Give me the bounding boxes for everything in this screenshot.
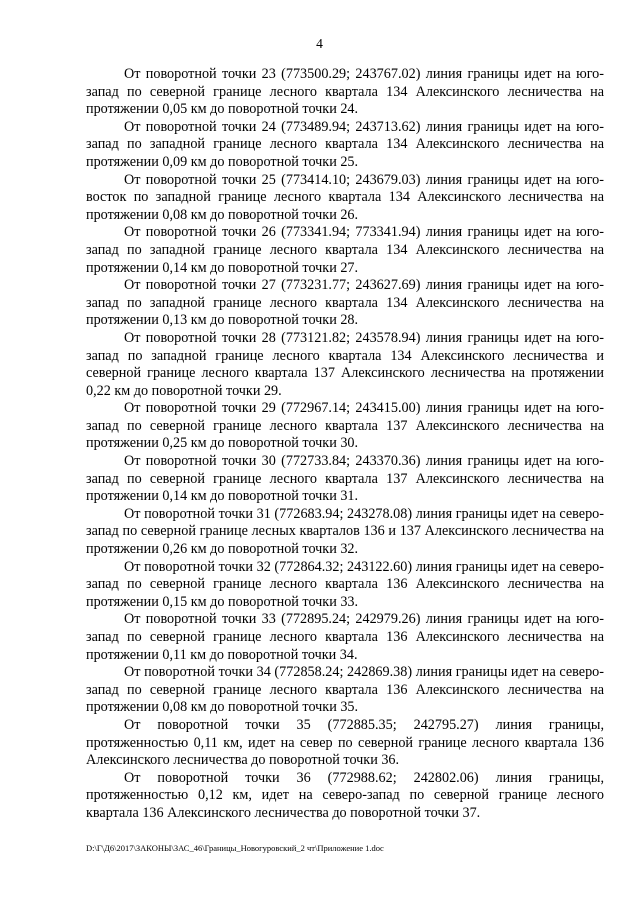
paragraph-point-36: От поворотной точки 36 (772988.62; 242802.06) линия границы, протяженностью 0,12 км, идет на северо-запад по северной границе лесного квартала 136 Алексинского лесничества до поворотной точки 37. xyxy=(86,769,604,821)
paragraph-point-28: От поворотной точки 28 (773121.82; 243578.94) линия границы идет на юго-запад по западной границе лесного квартала 134 Алексинского лесничества и северной границе лесного квартала 137 Алексинского лесничества на протяжении 0,22 км до поворотной точки 29. xyxy=(86,329,604,399)
paragraph-point-33: От поворотной точки 33 (772895.24; 242979.26) линия границы идет на юго-запад по северной границе лесного квартала 136 Алексинского лесничества на протяжении 0,11 км до поворотной точки 34. xyxy=(86,611,604,663)
paragraph-point-23: От поворотной точки 23 (773500.29; 243767.02) линия границы идет на юго-запад по северной границе лесного квартала 134 Алексинского лесничества на протяжении 0,05 км до поворотной точки 24. xyxy=(86,66,604,118)
paragraph-point-34: От поворотной точки 34 (772858.24; 242869.38) линия границы идет на северо-запад по северной границе лесного квартала 136 Алексинского лесничества на протяжении 0,08 км до поворотной точки 35. xyxy=(86,664,604,716)
paragraph-point-27: От поворотной точки 27 (773231.77; 243627.69) линия границы идет на юго-запад по западной границе лесного квартала 134 Алексинского лесничества на протяжении 0,13 км до поворотной точки 28. xyxy=(86,277,604,329)
paragraph-point-25: От поворотной точки 25 (773414.10; 243679.03) линия границы идет на юго-восток по западной границе лесного квартала 134 Алексинского лесничества на протяжении 0,08 км до поворотной точки 26. xyxy=(86,171,604,223)
paragraph-point-24: От поворотной точки 24 (773489.94; 243713.62) линия границы идет на юго-запад по западной границе лесного квартала 134 Алексинского лесничества на протяжении 0,09 км до поворотной точки 25. xyxy=(86,118,604,170)
paragraph-point-30: От поворотной точки 30 (772733.84; 243370.36) линия границы идет на юго-запад по северной границе лесного квартала 137 Алексинского лесничества на протяжении 0,14 км до поворотной точки 31. xyxy=(86,453,604,505)
page-number: 4 xyxy=(316,36,323,51)
paragraph-point-31: От поворотной точки 31 (772683.94; 243278.08) линия границы идет на северо-запад по северной границе лесных кварталов 136 и 137 Алексинского лесничества на протяжении 0,26 км до поворотной точки 32. xyxy=(86,505,604,558)
document-body xyxy=(86,66,604,823)
footer-file-path: D:\Г\Д6\2017\ЗАКОНЫ\ЗАС_46\Границы_Новогуровский_2 чт\Приложение 1.doc xyxy=(86,843,384,853)
paragraph-point-32: От поворотной точки 32 (772864.32; 243122.60) линия границы идет на северо-запад по северной границе лесного квартала 136 Алексинского лесничества на протяжении 0,15 км до поворотной точки 33. xyxy=(86,558,604,610)
paragraph-point-29: От поворотной точки 29 (772967.14; 243415.00) линия границы идет на юго-запад по северной границе лесного квартала 137 Алексинского лесничества на протяжении 0,25 км до поворотной точки 30. xyxy=(86,400,604,452)
paragraph-point-26: От поворотной точки 26 (773341.94; 773341.94) линия границы идет на юго-запад по западной границе лесного квартала 134 Алексинского лесничества на протяжении 0,14 км до поворотной точки 27. xyxy=(86,224,604,276)
paragraph-point-35: От поворотной точки 35 (772885.35; 242795.27) линия границы, протяженностью 0,11 км, идет на север по северной границе лесного квартала 136 Алексинского лесничества до поворотной точки 36. xyxy=(86,716,604,769)
